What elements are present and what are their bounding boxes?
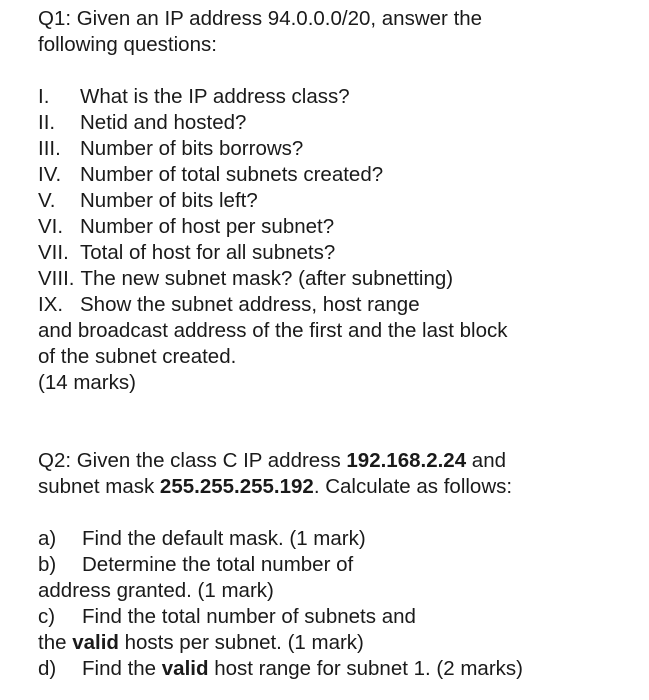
q1-continuation-line1: and broadcast address of the first and the last block — [38, 319, 508, 342]
q1-item-text: Number of bits left? — [80, 189, 258, 212]
q2-intro-suffix: and — [466, 449, 507, 472]
q1-item-number: IV. — [38, 163, 62, 186]
q1-item-text: Total of host for all subnets? — [80, 241, 336, 264]
q1-item-number: VIII. — [38, 267, 75, 290]
document-page — [38, 6, 638, 682]
q1-question-list — [38, 84, 638, 396]
q2-part-b-cont: address granted. (1 mark) — [38, 579, 274, 602]
q2-part-letter: a) — [38, 527, 57, 550]
q1-item-number: I. — [38, 85, 50, 108]
q2-intro-line1 — [38, 448, 638, 474]
q2-part-text: Determine the total number of — [82, 553, 354, 576]
q1-item-number: V. — [38, 189, 56, 212]
q2-subnet-mask: 255.255.255.192 — [159, 475, 314, 498]
q1-title-line1: Q1: Given an IP address 94.0.0.0/20, answer the — [38, 7, 483, 30]
q1-marks: (14 marks) — [38, 371, 136, 394]
q2-part-text: Find the default mask. (1 mark) — [82, 527, 366, 550]
q1-item-text: What is the IP address class? — [80, 85, 350, 108]
q2-c-cont-suffix: hosts per subnet. (1 mark) — [118, 631, 364, 654]
q1-item — [38, 162, 638, 188]
q2-ip-address: 192.168.2.24 — [346, 449, 467, 472]
q2-part-c-cont — [38, 630, 638, 656]
q2-intro-line2 — [38, 474, 638, 500]
q1-item-number: III. — [38, 137, 61, 160]
q2-part-letter: d) — [38, 657, 57, 680]
q2-part-c — [38, 604, 638, 630]
q1-item-text: Number of host per subnet? — [80, 215, 335, 238]
q1-title-line2: following questions: — [38, 33, 217, 56]
q2-section — [38, 448, 638, 682]
q2-part-b — [38, 552, 638, 578]
q1-item — [38, 292, 638, 318]
q2-intro-text: Q2: Given the class C IP address — [38, 449, 347, 472]
q2-part-letter: b) — [38, 553, 57, 576]
q1-item — [38, 266, 638, 292]
q1-item-text: Number of bits borrows? — [80, 137, 304, 160]
q1-continuation-line2: of the subnet created. — [38, 345, 237, 368]
q1-item — [38, 110, 638, 136]
q2-part-a — [38, 526, 638, 552]
q1-item-text: Netid and hosted? — [80, 111, 247, 134]
q2-part-d — [38, 656, 638, 682]
q1-item-number: IX. — [38, 293, 64, 316]
q1-item-text: The new subnet mask? (after subnetting) — [80, 267, 454, 290]
q1-item-text: Show the subnet address, host range — [80, 293, 420, 316]
q2-part-text: Find the total number of subnets and — [82, 605, 416, 628]
q2-d-bold: valid — [161, 657, 209, 680]
q2-mask-prefix: subnet mask — [38, 475, 160, 498]
q1-item — [38, 240, 638, 266]
q2-part-letter: c) — [38, 605, 56, 628]
q1-item — [38, 84, 638, 110]
q2-d-suffix: host range for subnet 1. (2 marks) — [208, 657, 523, 680]
q1-item-text: Number of total subnets created? — [80, 163, 384, 186]
q1-item-number: II. — [38, 111, 56, 134]
q2-c-cont-prefix: the — [38, 631, 73, 654]
q1-item — [38, 136, 638, 162]
q1-item — [38, 214, 638, 240]
q1-item-number: VI. — [38, 215, 64, 238]
q1-item — [38, 188, 638, 214]
q2-c-cont-bold: valid — [72, 631, 119, 654]
q2-mask-suffix: . Calculate as follows: — [313, 475, 513, 498]
q1-item-number: VII. — [38, 241, 69, 264]
q2-d-prefix: Find the — [82, 657, 162, 680]
